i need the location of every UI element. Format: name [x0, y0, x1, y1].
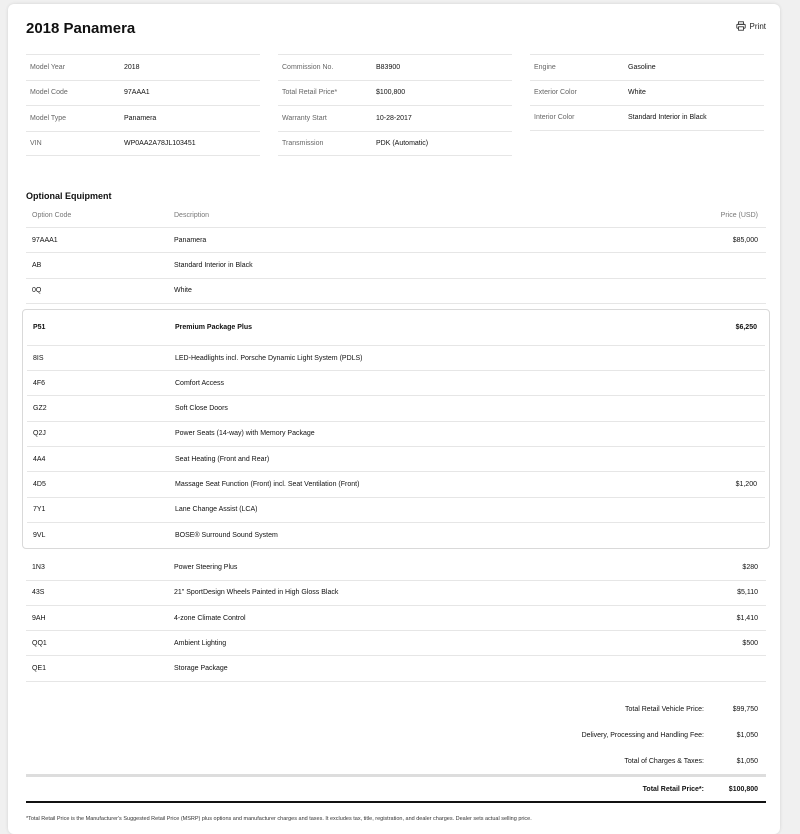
- option-description: Power Seats (14-way) with Memory Package: [175, 430, 315, 438]
- specs-column-2: [278, 54, 512, 156]
- charges-taxes-row: [26, 748, 766, 774]
- option-description: Seat Heating (Front and Rear): [175, 455, 270, 463]
- option-description: 4-zone Climate Control: [174, 614, 246, 622]
- delivery-fee-value: $1,050: [736, 731, 758, 739]
- print-button[interactable]: [736, 21, 766, 31]
- spec-value: B83900: [376, 63, 401, 71]
- option-code: GZ2: [33, 405, 47, 413]
- grand-total-row: [26, 777, 766, 803]
- spec-label: Transmission: [282, 139, 324, 147]
- grand-total-label: Total Retail Price*:: [642, 785, 704, 793]
- table-row: [27, 371, 765, 396]
- charges-taxes-label: Total of Charges & Taxes:: [624, 757, 704, 765]
- spec-row: [26, 131, 260, 157]
- totals-section: [26, 696, 766, 803]
- option-code: QQ1: [32, 639, 47, 647]
- total-vehicle-price-value: $99,750: [732, 705, 758, 713]
- total-vehicle-price-label: Total Retail Vehicle Price:: [625, 705, 704, 713]
- spec-value: PDK (Automatic): [376, 139, 429, 147]
- option-price: $280: [742, 563, 758, 571]
- header-description: Description: [174, 212, 210, 219]
- option-code: AB: [32, 261, 42, 269]
- table-row: [26, 606, 766, 631]
- spec-value: 97AAA1: [124, 89, 150, 97]
- package-description: Premium Package Plus: [175, 323, 253, 331]
- spec-row: [278, 54, 512, 80]
- option-description: White: [174, 287, 192, 295]
- grand-total-value: $100,800: [728, 785, 758, 793]
- option-code: 4F6: [33, 379, 46, 387]
- table-row: [26, 555, 766, 580]
- option-price: $1,200: [735, 481, 757, 489]
- total-vehicle-price-row: [26, 696, 766, 722]
- delivery-fee-row: [26, 722, 766, 748]
- option-description: BOSE® Surround Sound System: [175, 532, 278, 540]
- spec-row: [278, 80, 512, 106]
- option-code: Q2J: [33, 430, 46, 438]
- table-row: [27, 447, 765, 472]
- spec-label: VIN: [30, 139, 42, 147]
- option-description: Panamera: [174, 236, 207, 244]
- spec-label: Interior Color: [534, 114, 575, 122]
- spec-value: $100,800: [376, 89, 406, 97]
- spec-row: [530, 54, 764, 80]
- spec-value: 2018: [124, 63, 140, 71]
- charges-taxes-value: $1,050: [736, 757, 758, 765]
- spec-value: 10-28-2017: [376, 114, 412, 122]
- option-price: $85,000: [732, 236, 758, 244]
- table-row: [26, 228, 766, 253]
- spec-row: [26, 80, 260, 106]
- option-description: Storage Package: [174, 665, 228, 673]
- spec-label: Model Type: [30, 114, 67, 122]
- option-price: $5,110: [737, 589, 758, 597]
- spec-row: [26, 54, 260, 80]
- package-header-row: [27, 310, 765, 346]
- header-option-code: Option Code: [32, 212, 72, 219]
- option-description: Standard Interior in Black: [174, 261, 253, 269]
- option-code: 0Q: [32, 287, 42, 295]
- page-title: 2018 Panamera: [26, 20, 136, 37]
- package-price: $6,250: [735, 323, 757, 331]
- option-code: 7Y1: [33, 506, 46, 514]
- option-description: Lane Change Assist (LCA): [175, 506, 258, 514]
- price-footnote: *Total Retail Price is the Manufacturer's Suggested Retail Price (MSRP) plus options and manufacturer charges and taxes. It excludes tax, title, registration, and dealer charges. Dealer sets actual selling price.: [26, 816, 532, 822]
- table-row: [27, 472, 765, 497]
- table-row: [26, 631, 766, 656]
- spec-label: Warranty Start: [282, 114, 327, 122]
- table-row: [27, 422, 765, 447]
- spec-row: [530, 105, 764, 131]
- package-code: P51: [33, 323, 46, 331]
- option-code: 8IS: [33, 354, 44, 362]
- spec-row: [278, 105, 512, 131]
- spec-row: [278, 131, 512, 157]
- delivery-fee-label: Delivery, Processing and Handling Fee:: [581, 731, 704, 739]
- option-price: $500: [742, 639, 758, 647]
- table-row: [26, 656, 766, 681]
- option-price: $1,410: [736, 614, 758, 622]
- table-row: [26, 253, 766, 278]
- option-code: 9AH: [32, 614, 46, 622]
- option-code: 97AAA1: [32, 236, 58, 244]
- option-code: 9VL: [33, 532, 46, 540]
- spec-value: WP0AA2A78JL103451: [124, 139, 196, 147]
- optional-equipment-title: Optional Equipment: [26, 191, 112, 201]
- spec-label: Total Retail Price*: [282, 89, 338, 97]
- spec-label: Exterior Color: [534, 89, 577, 97]
- spec-label: Commission No.: [282, 63, 334, 71]
- spec-value: Gasoline: [628, 63, 656, 71]
- table-row: [27, 498, 765, 523]
- spec-value: Standard Interior in Black: [628, 114, 707, 122]
- option-description: Massage Seat Function (Front) incl. Seat Ventilation (Front): [175, 481, 360, 489]
- table-row: [26, 279, 766, 304]
- option-code: QE1: [32, 665, 47, 673]
- table-row: [26, 581, 766, 606]
- option-code: 43S: [32, 589, 45, 597]
- spec-label: Model Year: [30, 63, 66, 71]
- option-description: Ambient Lighting: [174, 639, 227, 647]
- option-description: Comfort Access: [175, 379, 225, 387]
- table-row: [27, 523, 765, 548]
- printer-icon: [736, 21, 746, 31]
- option-code: 4D5: [33, 481, 46, 489]
- option-code: 4A4: [33, 455, 46, 463]
- option-description: Power Steering Plus: [174, 563, 238, 571]
- vehicle-detail-card: [8, 4, 780, 834]
- premium-package-group: [22, 309, 770, 549]
- header-price: Price (USD): [720, 212, 758, 219]
- optional-equipment-table: [26, 204, 766, 682]
- specs-column-1: [26, 54, 260, 156]
- spec-label: Engine: [534, 63, 556, 71]
- option-description: LED-Headlights incl. Porsche Dynamic Light System (PDLS): [175, 354, 363, 362]
- spec-value: White: [628, 89, 646, 97]
- spec-row: [530, 80, 764, 106]
- print-label: Print: [749, 21, 766, 31]
- table-header: [26, 204, 766, 228]
- spec-value: Panamera: [124, 114, 157, 122]
- option-description: 21" SportDesign Wheels Painted in High Gloss Black: [174, 589, 339, 597]
- table-row: [27, 396, 765, 421]
- spec-row: [26, 105, 260, 131]
- specs-column-3: [530, 54, 764, 131]
- option-description: Soft Close Doors: [175, 405, 228, 413]
- table-row: [27, 346, 765, 371]
- option-code: 1N3: [32, 563, 45, 571]
- spec-label: Model Code: [30, 89, 68, 97]
